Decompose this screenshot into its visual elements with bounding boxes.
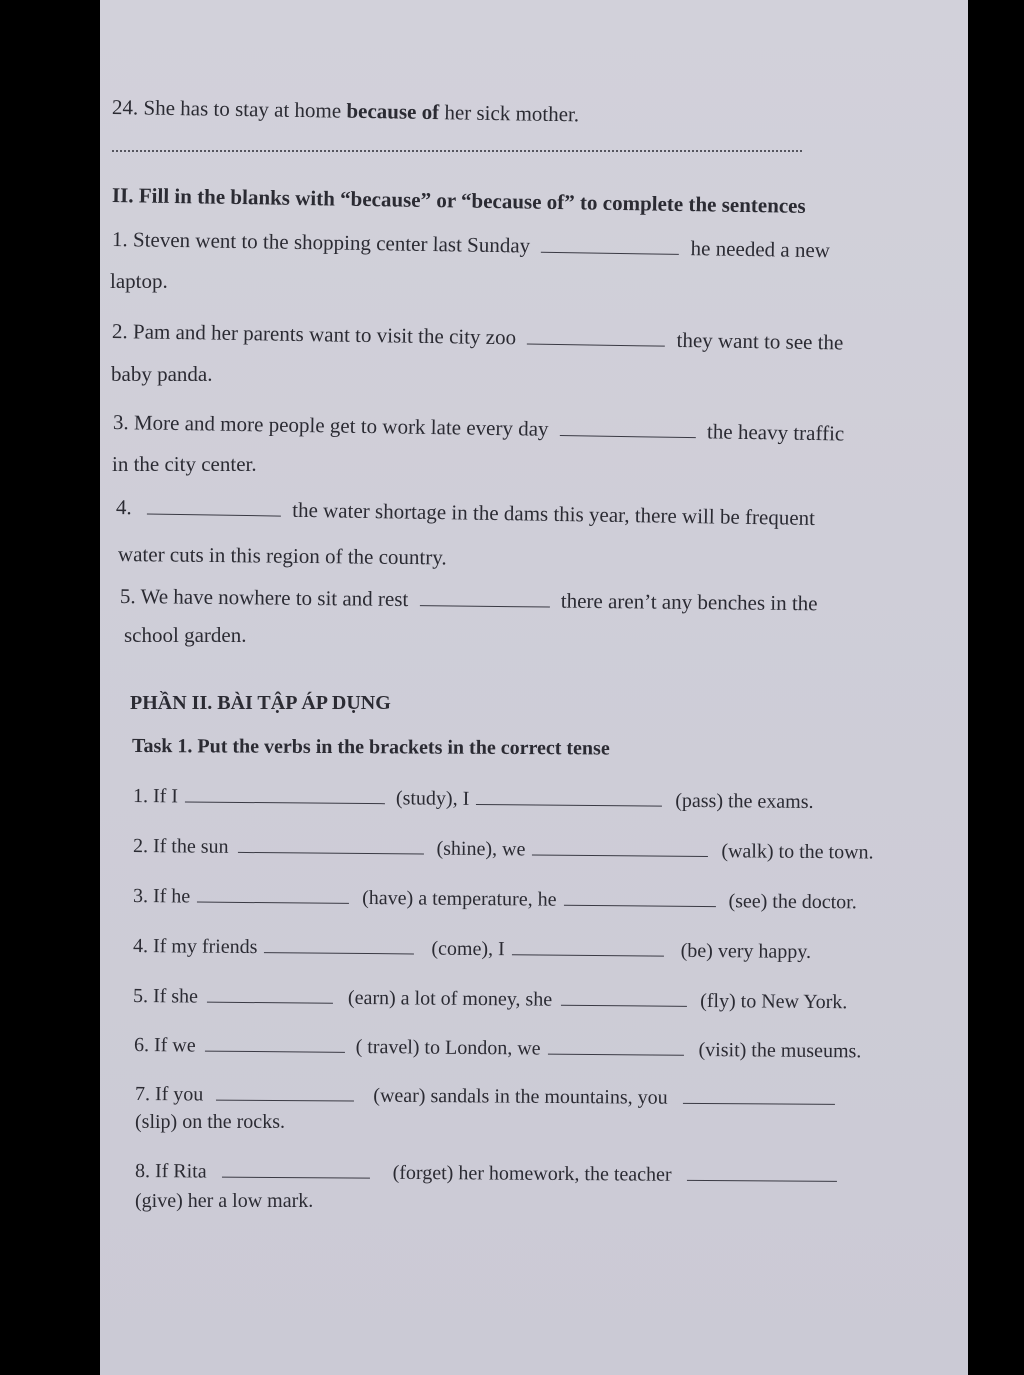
item-text: (shine), we [436, 837, 526, 861]
item-text: 2. If the sun [132, 835, 229, 858]
fill-item-2-cont: baby panda. [111, 362, 213, 386]
task-item-8-cont: (give) her a low mark. [135, 1190, 314, 1212]
answer-dotted-line [112, 148, 802, 152]
item-text: 3. If he [132, 885, 191, 908]
item-text: 4. If my friends [132, 935, 258, 959]
fill-item-5-cont: school garden. [124, 623, 247, 647]
answer-blank[interactable] [561, 987, 687, 1007]
item-number: 1. [111, 227, 128, 252]
fill-item-3-cont: in the city center. [112, 452, 257, 476]
item-text: 6. If we [133, 1034, 196, 1057]
item-text: (fly) to New York. [700, 989, 848, 1014]
fill-item-5 [120, 583, 818, 616]
task-item-4 [133, 933, 811, 965]
answer-blank[interactable] [216, 1082, 354, 1102]
item-text: the water shortage in the dams this year, there will be frequent [292, 497, 816, 530]
item-text: 8. If Rita [134, 1160, 207, 1183]
part-ii-heading: PHẦN II. BÀI TẬP ÁP DỤNG [130, 692, 391, 714]
item-number: 5. [119, 584, 136, 609]
item-text: the heavy traffic [706, 419, 845, 446]
task-item-1 [133, 783, 814, 815]
answer-blank[interactable] [207, 984, 333, 1004]
worksheet-page [100, 0, 968, 1375]
item-text: (earn) a lot of money, she [347, 986, 553, 1011]
question-text-bold: because of [346, 98, 440, 125]
item-text: (see) the doctor. [728, 890, 857, 914]
item-text: Steven went to the shopping center last Sunday [132, 227, 531, 258]
answer-blank[interactable] [197, 884, 349, 904]
answer-blank[interactable] [185, 783, 385, 804]
section-ii-heading: II. Fill in the blanks with “because” or “because of” to complete the sentences [111, 183, 806, 218]
task-item-7 [135, 1081, 835, 1112]
item-text: We have nowhere to sit and rest [140, 584, 409, 612]
fill-item-4 [116, 494, 815, 531]
answer-blank[interactable] [476, 786, 662, 807]
item-text: 7. If you [134, 1083, 204, 1106]
question-number: 24. [111, 95, 139, 120]
answer-blank[interactable] [264, 934, 414, 954]
question-text-after: her sick mother. [444, 100, 580, 127]
item-number: 2. [111, 319, 128, 344]
fill-item-4-cont: water cuts in this region of the country. [117, 542, 447, 570]
item-text: (visit) the museums. [698, 1038, 862, 1063]
answer-blank[interactable] [541, 234, 679, 255]
fill-item-2 [112, 318, 844, 355]
answer-blank[interactable] [683, 1085, 835, 1105]
answer-blank[interactable] [420, 587, 550, 607]
answer-blank[interactable] [237, 834, 423, 855]
item-text: (come), I [431, 937, 505, 961]
item-text: (walk) to the town. [721, 840, 874, 864]
task-item-7-cont: (slip) on the rocks. [135, 1111, 285, 1133]
item-text: they want to see the [676, 327, 844, 355]
answer-blank[interactable] [512, 936, 664, 956]
task-item-6 [134, 1032, 862, 1064]
answer-blank[interactable] [205, 1033, 345, 1053]
question-24 [112, 94, 580, 127]
item-text: 1. If I [132, 785, 179, 808]
answer-blank[interactable] [222, 1159, 370, 1179]
item-number: 3. [112, 410, 129, 435]
task-1-heading: Task 1. Put the verbs in the brackets in the correct tense [131, 735, 610, 760]
item-text: ( travel) to London, we [355, 1035, 541, 1060]
fill-item-3 [113, 409, 845, 446]
task-item-3 [133, 883, 857, 915]
item-text: (forget) her homework, the teacher [392, 1161, 672, 1186]
fill-item-1 [112, 226, 830, 263]
item-text: More and more people get to work late every day [133, 410, 549, 441]
task-item-5 [133, 983, 848, 1015]
fill-item-1-cont: laptop. [110, 269, 168, 293]
item-text: (study), I [395, 787, 470, 810]
task-item-2 [133, 833, 874, 865]
item-text: (have) a temperature, he [362, 887, 557, 911]
item-text: (wear) sandals in the mountains, you [373, 1084, 668, 1109]
item-text: 5. If she [132, 985, 199, 1008]
answer-blank[interactable] [687, 1162, 837, 1182]
question-text-before: She has to stay at home [143, 95, 342, 123]
item-text: there aren’t any benches in the [560, 588, 818, 616]
answer-blank[interactable] [563, 887, 715, 907]
task-item-8 [135, 1158, 837, 1189]
item-number: 4. [115, 495, 132, 520]
item-text: (be) very happy. [680, 939, 812, 963]
answer-blank[interactable] [527, 326, 665, 347]
answer-blank[interactable] [560, 417, 696, 438]
answer-blank[interactable] [548, 1036, 684, 1056]
item-text: Pam and her parents want to visit the city zoo [132, 319, 517, 350]
answer-blank[interactable] [532, 836, 708, 857]
answer-blank[interactable] [147, 495, 281, 516]
item-text: he needed a new [690, 236, 831, 263]
item-text: (pass) the exams. [675, 789, 814, 813]
